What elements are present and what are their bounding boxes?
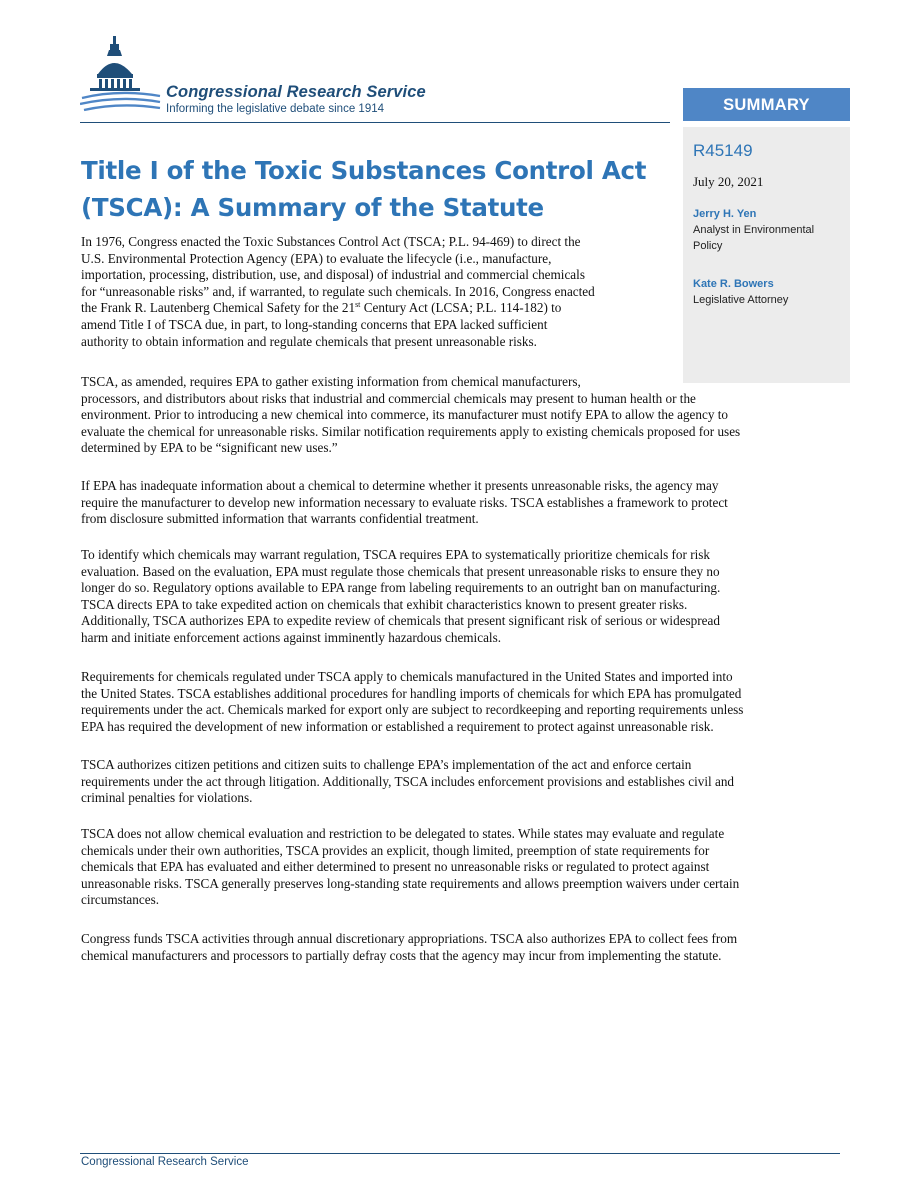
header-divider: [80, 122, 670, 123]
summary-paragraph: Requirements for chemicals regulated under TSCA apply to chemicals manufactured in the United States and imported into the United States. TSCA establishes additional procedures for handling imports of chemicals for which EPA has promulgated requirements under the act. Chemicals marked for export only are subject to recordkeeping and reporting requirements unless EPA has required the development of new information or established a requirement to protect against unreasonable risk.: [81, 669, 744, 734]
document-title: Title I of the Toxic Substances Control Act (TSCA): A Summary of the Statute: [81, 156, 647, 222]
footer-org-name: Congressional Research Service: [81, 1156, 249, 1168]
report-number: R45149: [693, 141, 753, 160]
summary-paragraph: If EPA has inadequate information about a chemical to determine whether it presents unreasonable risks, the agency may require the manufacturer to develop new information necessary to evaluate risks. TSCA establishes a framework to protect from disclosure submitted information that warrants confidential treatment.: [81, 478, 728, 527]
author-block: [693, 206, 840, 254]
summary-paragraph: In 1976, Congress enacted the Toxic Substances Control Act (TSCA; P.L. 94-469) to direct the U.S. Environmental Protection Agency (EPA) to evaluate the lifecycle (i.e., manufacture, importation, processing, distribution, use, and disposal) of industrial and commercial chemicals for “unreasonable risks” and, if warranted, to regulate such chemicals. In 2016, Congress enacted the Frank R. Lautenberg Chemical Safety for the 21st Century Act (LCSA; P.L. 114-182) to amend Title I of TSCA due, in part, to long-standing concerns that EPA lacked sufficient authority to obtain information and regulate chemicals that present unreasonable risks.: [81, 234, 595, 349]
author-name: Kate R. Bowers: [693, 278, 774, 290]
author-name: Jerry H. Yen: [693, 208, 757, 220]
summary-paragraph: TSCA does not allow chemical evaluation and restriction to be delegated to states. While states may evaluate and regulate chemicals under their own authorities, TSCA provides an explicit, though limited, preemption of state requirements for chemicals that EPA has evaluated and either determined to present no unreasonable risks or regulated to protect against unreasonable risks. TSCA generally preserves long-standing state requirements and allows preemption waivers under certain circumstances.: [81, 826, 740, 908]
author-block: [693, 276, 840, 308]
org-tagline: Informing the legislative debate since 1914: [166, 103, 385, 115]
report-date: July 20, 2021: [693, 174, 764, 189]
author-title: Legislative Attorney: [693, 294, 789, 306]
crs-logo: [80, 34, 480, 122]
summary-tab: SUMMARY: [683, 88, 850, 121]
summary-paragraph: Congress funds TSCA activities through annual discretionary appropriations. TSCA also authorizes EPA to collect fees from chemical manufacturers and processors to partially defray costs that the agency may incur from implementing the statute.: [81, 931, 738, 963]
author-title: Analyst in Environmental Policy: [693, 224, 815, 252]
report-info-sidebar: [683, 127, 850, 383]
summary-paragraph: TSCA authorizes citizen petitions and citizen suits to challenge EPA’s implementation of the act and enforce certain requirements under the act through litigation. Additionally, TSCA includes enforcement provisions and establishes civil and criminal penalties for violations.: [81, 757, 735, 806]
footer-divider: [80, 1153, 840, 1154]
capitol-dome-icon: [80, 34, 162, 122]
org-name: Congressional Research Service: [166, 83, 426, 101]
summary-paragraph: To identify which chemicals may warrant regulation, TSCA requires EPA to systematically prioritize chemicals for risk evaluation. Based on the evaluation, EPA must regulate those chemicals that present unreasonable risks to ensure they no longer do so. Regulatory options available to EPA range from labeling requirements to an outright ban on manufacturing. TSCA directs EPA to take expedited action on chemicals that exhibit characteristics known to present greater risks. Additionally, TSCA authorizes EPA to expedite review of chemicals that present significant risk of serious or widespread harm and initiate enforcement actions against imminently hazardous chemicals.: [81, 547, 721, 645]
summary-paragraph: TSCA, as amended, requires EPA to gather existing information from chemical manufacturers, processors, and distributors about risks that industrial and commercial chemicals may present to human health or the environment. Prior to introducing a new chemical into commerce, its manufacturer must notify EPA to allow the agency to evaluate the chemical for unreasonable risks. Similar notification requirements apply to existing chemicals proposed for uses determined by EPA to be “significant new uses.”: [81, 374, 741, 456]
